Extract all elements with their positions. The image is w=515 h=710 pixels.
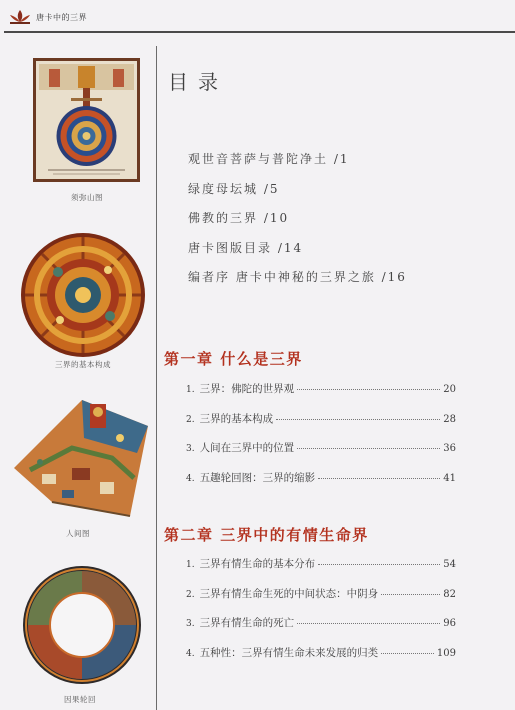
entry-page: 82 xyxy=(443,588,456,600)
toc-entry[interactable] xyxy=(186,440,456,470)
human-realm-painting xyxy=(12,398,152,518)
entry-number: 1. xyxy=(186,560,195,570)
toc-entry[interactable] xyxy=(186,615,456,645)
column-divider xyxy=(156,46,157,710)
entry-number: 1. xyxy=(186,385,195,395)
entry-page: 28 xyxy=(443,413,456,425)
entry-title: 五趣轮回图：三界的缩影 xyxy=(199,471,316,484)
entry-page: 96 xyxy=(443,618,456,629)
wheel-of-rebirth-painting xyxy=(22,565,142,685)
entry-page: 41 xyxy=(443,472,456,484)
toc-entry[interactable] xyxy=(186,645,456,675)
dot-leader xyxy=(276,419,440,420)
toc-title: 目录 xyxy=(168,70,228,94)
dot-leader xyxy=(297,623,440,624)
page-header xyxy=(0,0,515,34)
dot-leader xyxy=(381,653,434,654)
toc-intro-item[interactable]: 佛教的三界 /10 xyxy=(188,211,290,225)
dot-leader xyxy=(318,478,440,479)
chapter-heading[interactable]: 第一章 什么是三界 xyxy=(164,350,303,368)
chapter-heading[interactable]: 第二章 三界中的有情生命界 xyxy=(164,526,369,544)
toc-entry[interactable] xyxy=(186,411,456,441)
entry-number: 2. xyxy=(186,414,195,425)
plate-caption: 三界的基本构成 xyxy=(55,360,111,369)
toc-intro-list xyxy=(188,150,508,298)
entry-page: 54 xyxy=(443,559,456,570)
toc-intro-item[interactable]: 观世音菩萨与普陀净土 /1 xyxy=(188,152,350,166)
toc-intro-item[interactable]: 编者序 唐卡中神秘的三界之旅 /16 xyxy=(188,270,407,284)
entry-number: 2. xyxy=(186,589,195,600)
dot-leader xyxy=(297,448,440,449)
entry-title: 三界有情生命生死的中间状态：中阴身 xyxy=(199,587,379,600)
entry-title: 三界有情生命的死亡 xyxy=(199,617,295,629)
entry-title: 三界：佛陀的世界观 xyxy=(199,383,295,395)
dot-leader xyxy=(318,564,440,565)
plate-caption: 因果轮回 xyxy=(64,695,96,704)
chapter-entries xyxy=(186,381,456,499)
header-title: 唐卡中的三界 xyxy=(36,13,87,22)
dot-leader xyxy=(297,389,440,390)
entry-page: 36 xyxy=(443,443,456,454)
toc-intro-item[interactable]: 绿度母坛城 /5 xyxy=(188,181,280,196)
toc-intro-item[interactable]: 唐卡图版目录 /14 xyxy=(188,240,304,255)
toc-entry[interactable] xyxy=(186,470,456,500)
entry-number: 3. xyxy=(186,619,195,629)
three-realms-mandala-painting xyxy=(20,232,146,358)
entry-title: 五种性：三界有情生命未来发展的归类 xyxy=(199,646,379,659)
toc-entry[interactable] xyxy=(186,586,456,616)
entry-title: 三界的基本构成 xyxy=(199,412,274,425)
entry-page: 109 xyxy=(436,647,456,659)
lotus-logo-icon xyxy=(8,9,32,25)
entry-title: 人间在三界中的位置 xyxy=(199,442,295,454)
toc-entry[interactable] xyxy=(186,556,456,586)
toc-entry[interactable] xyxy=(186,381,456,411)
entry-number: 3. xyxy=(186,444,195,454)
header-rule xyxy=(4,31,515,33)
plate-caption: 须弥山图 xyxy=(71,193,103,202)
entry-page: 20 xyxy=(443,384,456,395)
entry-number: 4. xyxy=(186,648,195,659)
entry-number: 4. xyxy=(186,473,195,484)
plate-caption: 人间图 xyxy=(66,529,90,538)
entry-title: 三界有情生命的基本分布 xyxy=(199,558,316,570)
mount-meru-painting xyxy=(33,58,140,182)
chapter-entries xyxy=(186,556,456,674)
dot-leader xyxy=(381,594,440,595)
